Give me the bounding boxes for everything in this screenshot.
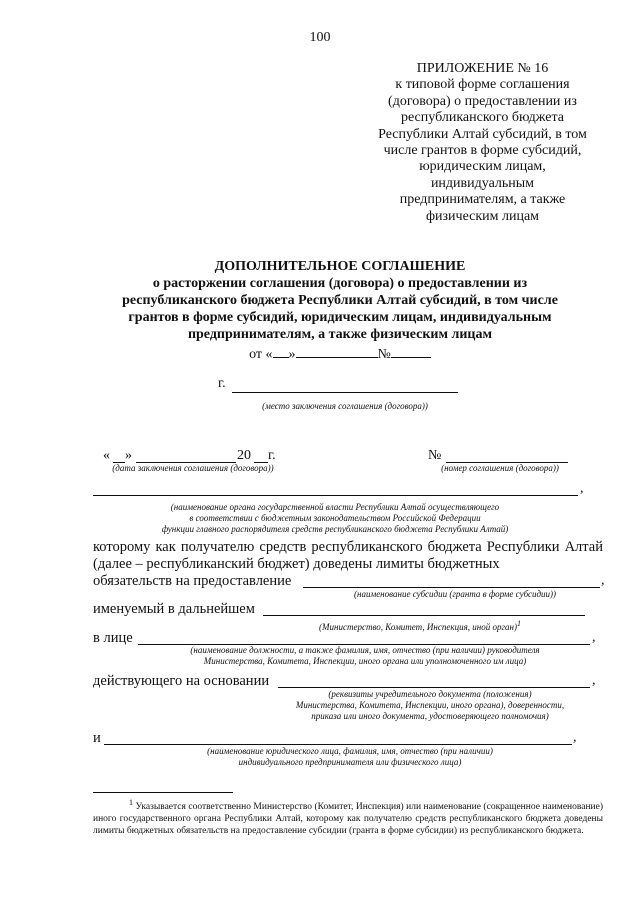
named-prefix: именуемый в дальнейшем — [93, 601, 255, 617]
number-sign: № — [377, 347, 391, 362]
footnote-mark: 1 — [129, 798, 133, 807]
annex-line: физическим лицам — [425, 208, 540, 224]
subtitle-line: предпринимателям, а также физическим лицам — [187, 327, 493, 342]
person-note — [130, 645, 600, 667]
footnote — [93, 797, 603, 837]
date-open-quote: « — [103, 448, 110, 463]
note-line: (наименование органа государственной власти Республики Алтай осуществляющего — [170, 502, 500, 512]
authority-blank[interactable] — [93, 495, 578, 496]
annex-block — [350, 61, 615, 225]
named-blank[interactable] — [263, 615, 585, 616]
document-title: ДОПОЛНИТЕЛЬНОЕ СОГЛАШЕНИЕ — [214, 259, 466, 274]
party-prefix: и — [93, 730, 101, 746]
annex-line: республиканского бюджета — [400, 110, 565, 126]
recipient-paragraph: которому как получателю средств республиканского бюджета Республики Алтай (далее – республиканский бюджет) доведены лимиты бюджетных — [93, 539, 603, 572]
basis-comma: , — [592, 673, 596, 688]
named-note-text: (Министерство, Комитет, Инспекция, иной орган) — [319, 622, 517, 632]
subtitle-line: грантов в форме субсидий, юридическим лицам, индивидуальным — [128, 310, 552, 325]
annex-line: юридическим лицам, — [419, 159, 546, 175]
footnote-separator — [93, 792, 233, 793]
authority-note — [100, 502, 570, 535]
annex-line: к типовой форме соглашения — [395, 77, 570, 93]
note-line: (наименование юридического лица, фамилия, имя, отчество (при наличии) — [207, 746, 493, 756]
annex-title: ПРИЛОЖЕНИЕ № 16 — [416, 61, 549, 76]
annex-line: Республики Алтай субсидий, в том — [378, 126, 587, 142]
subtitle-line: республиканского бюджета Республики Алтай субсидий, в том числе — [122, 293, 558, 308]
date-year-suffix: г. — [268, 448, 276, 463]
note-line: функции главного распорядителя средств республиканского бюджета Республики Алтай) — [161, 524, 509, 534]
place-note: (место заключения соглашения (договора)) — [262, 401, 428, 411]
place-prefix: г. — [218, 376, 226, 391]
date-note: (дата заключения соглашения (договора)) — [112, 463, 274, 473]
subsidy-comma: , — [601, 573, 605, 588]
note-line: (наименование должности, а также фамилия, имя, отчество (при наличии) руководителя — [190, 645, 540, 655]
basis-blank[interactable] — [278, 687, 590, 688]
note-line: Министерства, Комитета, Инспекции, иного органа), доверенности, — [295, 700, 565, 710]
month-blank[interactable] — [296, 345, 378, 358]
annex-line: числе грантов в форме субсидий, — [383, 143, 582, 159]
annex-line: предпринимателям, а также — [399, 192, 566, 208]
agreement-date-line — [80, 345, 600, 363]
provision-prefix: обязательств на предоставление — [93, 573, 292, 589]
person-prefix: в лице — [93, 630, 133, 646]
date-year-prefix: 20 — [237, 448, 251, 463]
note-line: (реквизиты учредительного документа (положения) — [328, 689, 532, 699]
authority-comma: , — [580, 481, 584, 496]
party-comma: , — [573, 730, 577, 745]
subtitle-line: о расторжении соглашения (договора) о предоставлении из — [152, 276, 528, 291]
number-note: (номер соглашения (договора)) — [441, 463, 559, 473]
annex-line: (договора) о предоставлении из — [388, 93, 577, 109]
agreement-number-sign: № — [428, 448, 442, 463]
document-subtitle — [80, 275, 600, 343]
from-prefix: от « — [249, 347, 273, 362]
note-line: индивидуального предпринимателя или физического лица) — [238, 757, 462, 767]
basis-note — [260, 689, 600, 722]
note-line: Министерства, Комитета, Инспекции, иного органа или уполномоченного им лица) — [203, 656, 527, 666]
from-mid: » — [288, 347, 296, 362]
named-note — [270, 618, 570, 633]
footnote-ref[interactable]: 1 — [516, 619, 521, 628]
annex-line: индивидуальным — [430, 175, 535, 191]
date-close-quote: » — [125, 448, 132, 463]
footnote-text: Указывается соответственно Министерство (Комитет, Инспекция) или наименование (сокращенное наименование) иного государственного органа Республики Алтай, которому как получателю средств республиканского бюджета доведены лимиты бюджетных обязательств на предоставление субсидии (гранта в форме субсидии) из республиканского бюджета. — [93, 802, 603, 837]
note-line: приказа или иного документа, удостоверяющего полномочия) — [311, 711, 549, 721]
note-line: в соответствии с бюджетным законодательством Российской Федерации — [189, 513, 481, 523]
party-note — [120, 746, 580, 768]
subsidy-note: (наименование субсидии (гранта в форме субсидии)) — [353, 589, 557, 599]
subsidy-blank[interactable] — [303, 587, 600, 588]
person-comma: , — [592, 630, 596, 645]
day-blank[interactable] — [273, 345, 289, 358]
page-number: 100 — [309, 30, 331, 45]
basis-prefix: действующего на основании — [93, 673, 270, 689]
number-blank[interactable] — [391, 345, 431, 358]
party-blank[interactable] — [104, 744, 572, 745]
place-blank[interactable] — [232, 392, 458, 393]
